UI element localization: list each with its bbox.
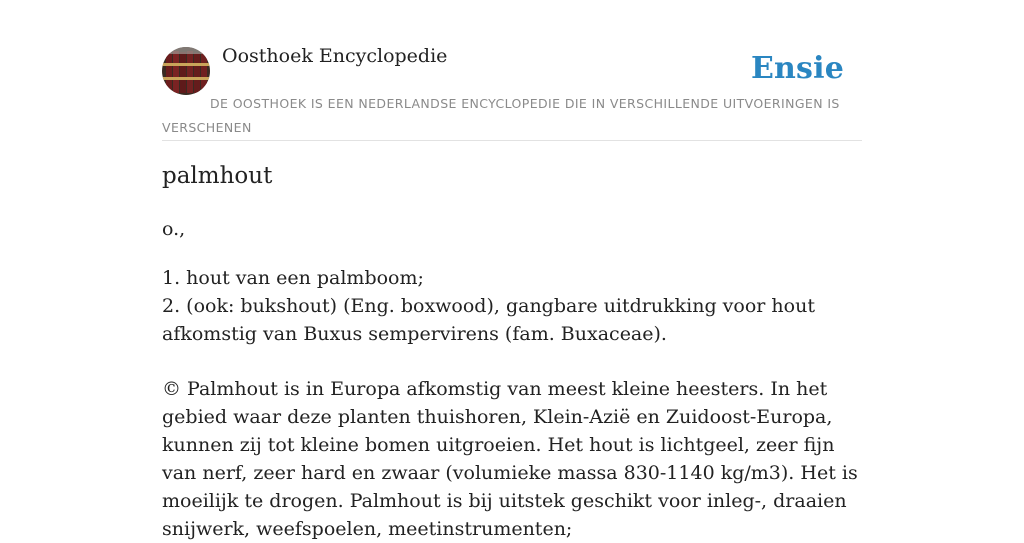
- entry-grammar: o.,: [162, 218, 186, 240]
- definition-item: 1. hout van een palmboom;: [162, 267, 424, 289]
- definition-item: 2. (ook: bukshout) (Eng. boxwood), gangbare uitdrukking voor hout afkomstig van Buxus sempervirens (fam. Buxaceae).: [162, 295, 815, 345]
- ensie-logo[interactable]: Ensie: [750, 51, 844, 86]
- entry-body: © Palmhout is in Europa afkomstig van meest kleine heesters. In het gebied waar deze planten thuishoren, Klein-Azië en Zuidoost-Europa, kunnen zij tot kleine bomen uitgroeien. Het hout is lichtgeel, zeer fijn van nerf, zeer hard en zwaar (volumieke massa 830-1140 kg/m3). Het is moeilijk te drogen. Palmhout is bij uitstek geschikt voor inleg-, draaien snijwerk, weefspoelen, meetinstrumenten;: [162, 378, 858, 540]
- source-avatar[interactable]: [162, 47, 210, 95]
- entry-title: palmhout: [162, 163, 273, 189]
- entry-definitions: [162, 264, 862, 348]
- source-description: DE OOSTHOEK IS EEN NEDERLANDSE ENCYCLOPEDIE DIE IN VERSCHILLENDE UITVOERINGEN IS VERSCHENEN: [162, 96, 840, 135]
- source-header: [162, 0, 862, 141]
- source-name[interactable]: Oosthoek Encyclopedie: [222, 45, 448, 67]
- page: [162, 0, 862, 540]
- books-icon: [162, 47, 210, 95]
